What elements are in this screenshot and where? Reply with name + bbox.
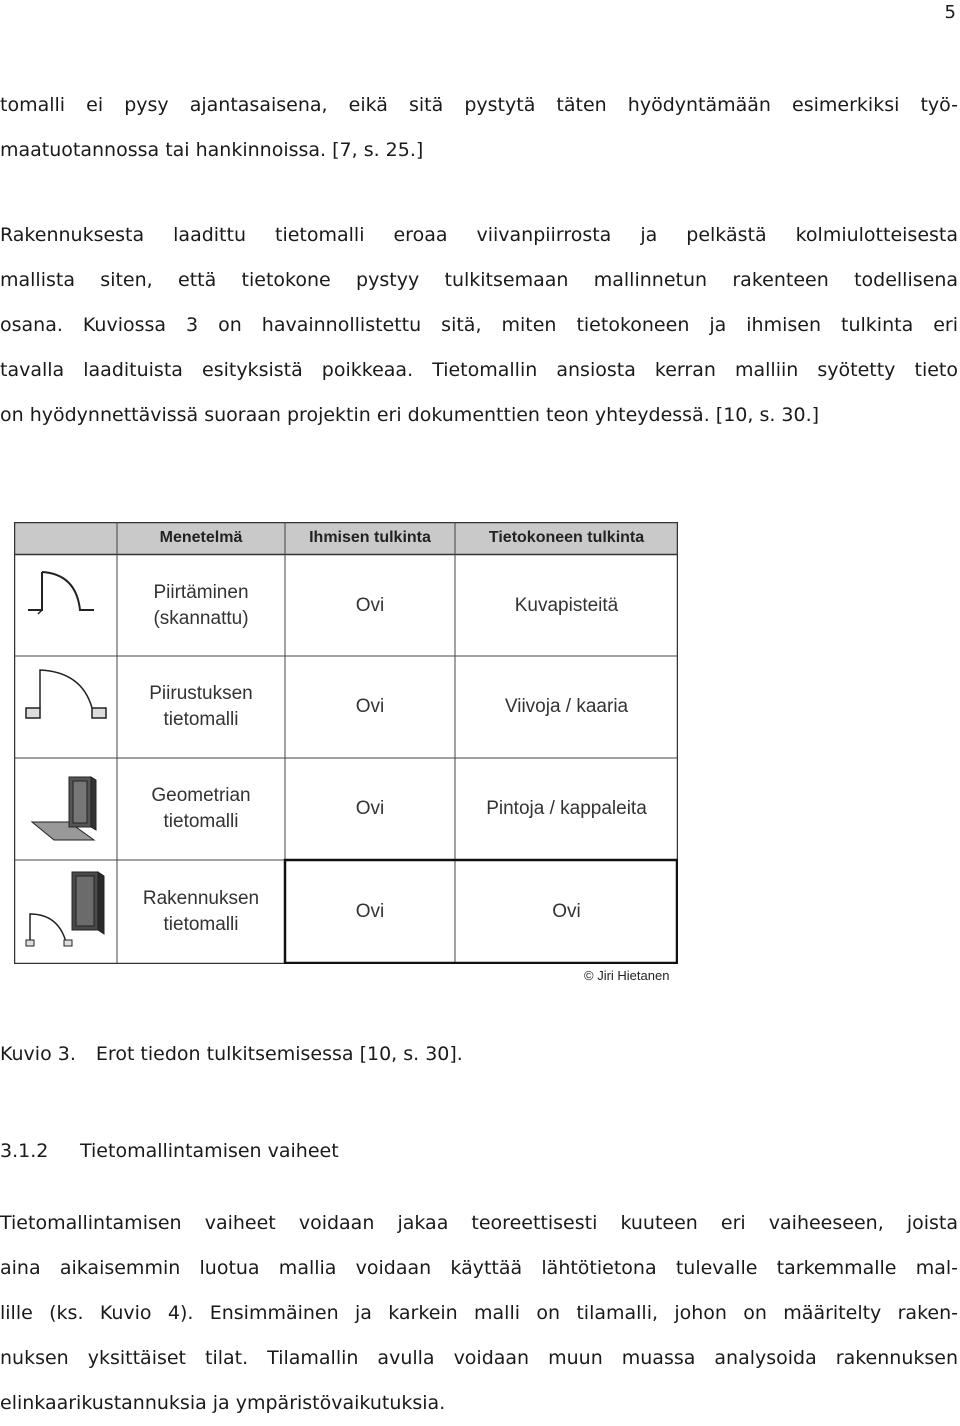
human-cell: Ovi [355,901,385,922]
header-human-interpretation: Ihmisen tulkinta [309,529,431,546]
text-line: tomalli ei pysy ajantasaisena, eikä sitä pystytä täten hyödyntämään esimerkiksi työ- [0,94,958,116]
computer-cell: Viivoja / kaaria [504,696,629,717]
caption-label: Kuvio 3. [0,1043,76,1065]
text-line: on hyödynnettävissä suoraan projektin eri dokumenttien teon yhteydessä. [10, s. 30.] [0,404,820,426]
method-cell: Geometrian tietomalli [151,785,251,832]
page-number: 5 [944,2,956,23]
section-number: 3.1.2 [0,1140,49,1162]
method-cell: Rakennuksen tietomalli [142,888,260,935]
text-line: elinkaarikustannuksia ja ympäristövaikutuksia. [0,1392,446,1414]
paragraph-3 [0,1201,958,1426]
text-line: mallista siten, että tietokone pystyy tulkitsemaan mallinnetun rakenteen todellisena [0,269,958,291]
computer-cell: Ovi [552,901,581,922]
text-line: maatuotannossa tai hankinnoissa. [7, s. 25.] [0,139,424,161]
header-computer-interpretation: Tietokoneen tulkinta [488,529,645,546]
figure-caption [0,1043,463,1065]
header-method: Menetelmä [159,529,243,546]
method-cell: Piirustuksen tietomalli [149,683,253,730]
text-line: Rakennuksesta laadittu tietomalli eroaa viivanpiirrosta ja pelkästä kolmiulotteisesta [0,224,958,246]
section-title: Tietomallintamisen vaiheet [80,1140,339,1162]
text-line: lille (ks. Kuvio 4). Ensimmäinen ja karkein malli on tilamalli, johon on määritelty raken- [0,1302,958,1324]
paragraph-1 [0,83,958,173]
computer-cell: Pintoja / kappaleita [486,798,647,819]
paragraph-2 [0,213,958,438]
text-line: Tietomallintamisen vaiheet voidaan jakaa teoreettisesti kuuteen eri vaiheeseen, joista [0,1212,958,1234]
text-line: tavalla laadituista esityksistä poikkeaa. Tietomallin ansiosta kerran malliin syötetty tieto [0,359,958,381]
section-heading [0,1140,339,1162]
method-cell: Piirtäminen (skannattu) [153,582,249,629]
human-cell: Ovi [355,696,385,717]
figure-copyright: © Jiri Hietanen [584,968,670,983]
human-cell: Ovi [355,798,385,819]
text-line: osana. Kuviossa 3 on havainnollistettu sitä, miten tietokoneen ja ihmisen tulkinta eri [0,314,958,336]
human-cell: Ovi [355,595,385,616]
figure-interpretation-table [14,522,678,964]
computer-cell: Kuvapisteitä [514,595,619,616]
text-line: aina aikaisemmin luotua mallia voidaan käyttää lähtötietona tulevalle tarkemmalle mal- [0,1257,958,1279]
text-line: nuksen yksittäiset tilat. Tilamallin avulla voidaan muun muassa analysoida rakennuksen [0,1347,958,1369]
caption-text: Erot tiedon tulkitsemisessa [10, s. 30]. [95,1043,463,1065]
